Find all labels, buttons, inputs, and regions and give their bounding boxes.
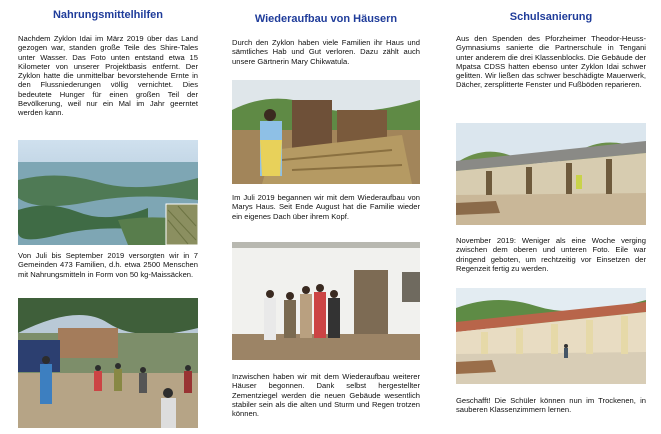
text-school-renovation-intro: Aus den Spenden des Pforzheimer Theodor-Heuss-Gymnasiums sanierte die Partnerschule in Tengani unter anderem die drei Klassenblocks. Die Gebäude der Mpatsa CDSS hatten ebenso unter Zyklon Idai schwer gelitten. Wir ließen das schwer beschädigte Mauerwerk, Dächer, zersplitterte Fenster und Fußböden reparieren. [456, 34, 646, 90]
photo-flooded-valley [18, 140, 198, 245]
text-school-renovation-done: Geschafft! Die Schüler können nun im Trockenen, in sauberen Klassenzimmern lernen. [456, 396, 646, 415]
text-school-renovation-timeline: November 2019: Weniger als eine Woche verging zwischen dem oberen und unteren Foto. Eile war dringend geboten, um rechtzeitig vor Einsetzen der Regenzeit fertig zu werden. [456, 236, 646, 273]
photo-new-house-family [232, 242, 420, 360]
heading-house-rebuild: Wiederaufbau von Häusern [254, 13, 398, 25]
text-food-aid-intro: Nachdem Zyklon Idai im März 2019 über das Land gezogen war, standen große Teile des Shire-Tales unter Wasser. Das Foto unten entstand etwa 15 Kilometer von unserer Projektbasis entfernt. Der Zyklon hatte die unmittelbar bevorstehende Ernte in den Flussniederungen völlig vernichtet. Dies bedeutete Hunger für einen großen Teil der Bevölkerung, weil nur ein Mal im Jahr geerntet werden kann. [18, 34, 198, 118]
text-food-aid-distribution: Von Juli bis September 2019 versorgten wir in 7 Gemeinden 473 Familien, d.h. etwa 2500 Menschen mit Nahrungsmitteln in Form von 50 kg-Maissäcken. [18, 251, 198, 279]
photo-school-after [456, 288, 646, 384]
text-house-rebuild-intro: Durch den Zyklon haben viele Familien ihr Haus und sämtliches Hab und Gut verloren. Dazu zählt auch unsere Gärtnerin Mary Chikwatula. [232, 38, 420, 66]
heading-food-aid: Nahrungsmittelhilfen [52, 9, 163, 21]
photo-school-before [456, 123, 646, 225]
photo-destroyed-house [232, 80, 420, 184]
column-school-renovation [456, 0, 646, 434]
column-house-rebuild [232, 0, 420, 434]
column-food-aid [18, 0, 198, 434]
text-house-rebuild-progress: Im Juli 2019 begannen wir mit dem Wiederaufbau von Marys Haus. Seit Ende August hat die Familie wieder ein eigenes Dach über ihrem Kopf. [232, 193, 420, 221]
heading-school-renovation: Schulsanierung [509, 11, 593, 23]
text-house-rebuild-outlook: Inzwischen haben wir mit dem Wiederaufbau weiterer Häuser begonnen. Dank selbst hergestellter Zementziegel werden die neuen Gebäude wesentlich stabiler sein als die alten und Sturm und Regen trotzen können. [232, 372, 420, 419]
photo-food-distribution [18, 298, 198, 428]
